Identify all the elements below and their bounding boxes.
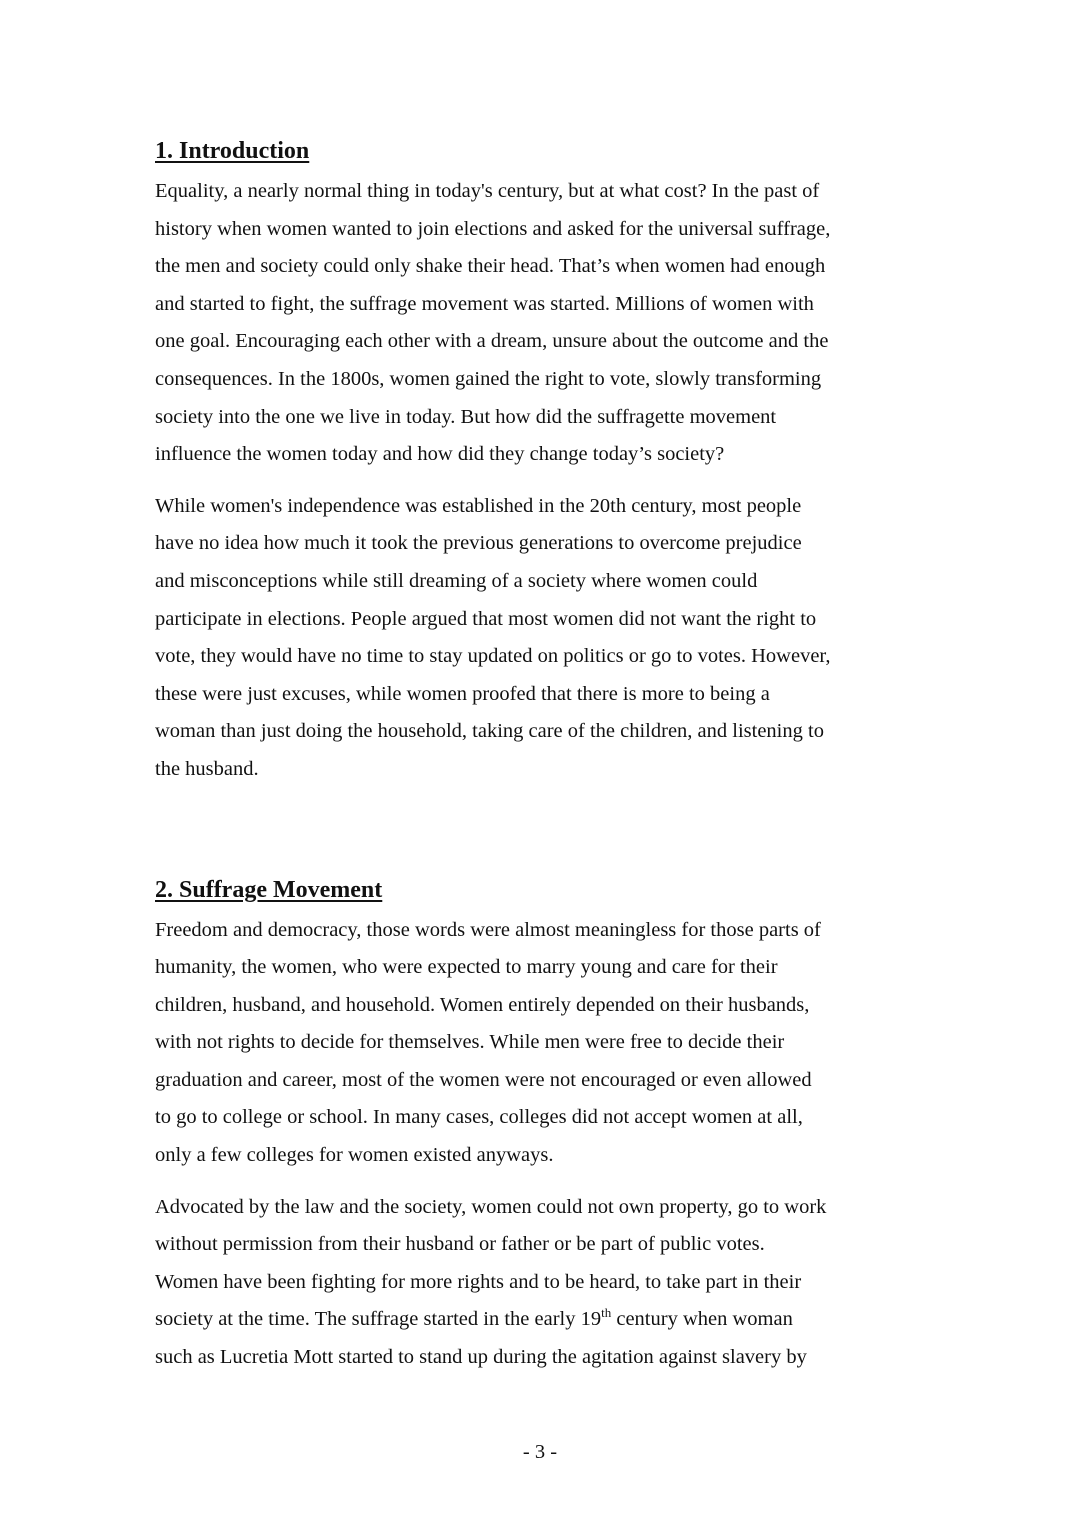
text-line: one goal. Encouraging each other with a dream, unsure about the outcome and the [155,330,829,353]
text-line: Advocated by the law and the society, women could not own property, go to work [155,1195,827,1218]
text-line: without permission from their husband or father or be part of public votes. [155,1233,765,1256]
text-line: participate in elections. People argued that most women did not want the right to [155,607,817,630]
page-content [155,136,900,1377]
text-line: the men and society could only shake their head. That’s when women had enough [155,255,826,278]
text-line: society into the one we live in today. But how did the suffragette movement [155,405,777,428]
paragraph-spacer [155,474,900,488]
text-line: such as Lucretia Mott started to stand up during the agitation against slavery by [155,1346,807,1369]
text-line: consequences. In the 1800s, women gained the right to vote, slowly transforming [155,367,822,390]
text-line: history when women wanted to join elections and asked for the universal suffrage, [155,217,831,240]
text-line: and misconceptions while still dreaming of a society where women could [155,569,758,592]
text-line: influence the women today and how did they change today’s society? [155,443,725,466]
text-line: humanity, the women, who were expected to marry young and care for their [155,956,778,979]
text-line: Equality, a nearly normal thing in today's century, but at what cost? In the past of [155,180,820,202]
text-line: While women's independence was established in the 20th century, most people [155,494,802,517]
text-line: only a few colleges for women existed anyways. [155,1144,554,1167]
text-line: vote, they would have no time to stay updated on politics or go to votes. However, [155,645,831,668]
text-fragment: society at the time. The suffrage started in the early 19 [155,1308,602,1331]
text-line: with not rights to decide for themselves. While men were free to decide their [155,1031,785,1054]
text-line: Freedom and democracy, those words were almost meaningless for those parts of [155,918,821,941]
paragraph-suffrage-2 [155,1189,900,1377]
text-line: have no idea how much it took the previous generations to overcome prejudice [155,532,802,555]
paragraph-introduction-1 [155,173,900,474]
text-fragment: century when woman [611,1308,793,1331]
paragraph-introduction-2 [155,488,900,789]
paragraph-suffrage-1 [155,912,900,1175]
section-heading-introduction: 1. Introduction [155,138,310,164]
text-line: and started to fight, the suffrage movement was started. Millions of women with [155,292,814,315]
text-line: to go to college or school. In many cases, colleges did not accept women at all, [155,1106,803,1129]
text-line: graduation and career, most of the women were not encouraged or even allowed [155,1068,812,1091]
section-spacer [155,789,900,875]
text-line: the husband. [155,757,259,780]
text-line: children, husband, and household. Women entirely depended on their husbands, [155,993,810,1016]
text-line: these were just excuses, while women proofed that there is more to being a [155,682,770,705]
text-line-with-superscript [155,1301,900,1339]
text-line: woman than just doing the household, taking care of the children, and listening to [155,720,824,743]
page-number: - 3 - [522,1441,558,1463]
section-heading-suffrage-movement: 2. Suffrage Movement [155,876,383,903]
ordinal-superscript: th [601,1305,612,1321]
text-line: Women have been fighting for more rights and to be heard, to take part in their [155,1270,802,1293]
paragraph-spacer [155,1175,900,1189]
